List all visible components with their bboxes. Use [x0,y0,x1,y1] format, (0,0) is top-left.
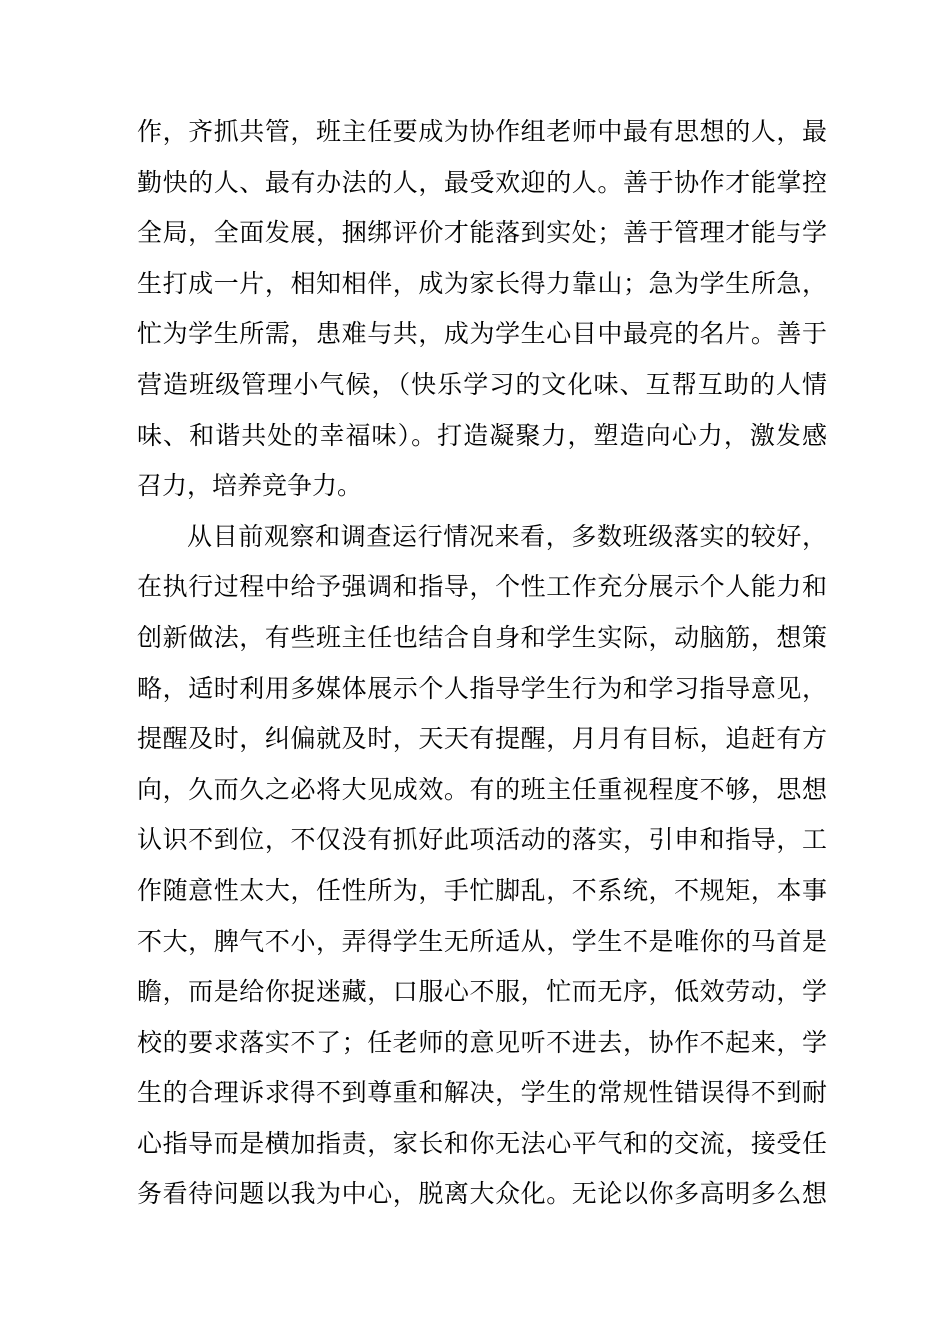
text-line: 向，久而久之必将大见成效。有的班主任重视程度不够，思想 [137,774,827,804]
text-line: 创新做法，有些班主任也结合自身和学生实际，动脑筋，想策 [137,622,827,652]
text-line: 生的合理诉求得不到尊重和解决，学生的常规性错误得不到耐 [137,1078,827,1108]
text-line: 不大，脾气不小，弄得学生无所适从，学生不是唯你的马首是 [137,926,827,956]
text-line: 略，适时利用多媒体展示个人指导学生行为和学习指导意见， [137,673,827,703]
text-line: 提醒及时，纠偏就及时，天天有提醒，月月有目标，追赶有方 [137,724,827,754]
text-line: 生打成一片，相知相伴，成为家长得力靠山；急为学生所急， [137,268,827,298]
text-line: 从目前观察和调查运行情况来看，多数班级落实的较好， [187,521,827,551]
text-line: 心指导而是横加指责，家长和你无法心平气和的交流，接受任 [137,1128,827,1158]
text-line: 认识不到位，不仅没有抓好此项活动的落实，引申和指导，工 [137,825,827,855]
text-line: 在执行过程中给予强调和指导，个性工作充分展示个人能力和 [137,572,827,602]
paragraph-2 [137,512,827,1220]
text-line: 味、和谐共处的幸福味）。打造凝聚力，塑造向心力，激发感 [137,420,827,450]
text-line: 瞻，而是给你捉迷藏，口服心不服，忙而无序，低效劳动，学 [137,977,827,1007]
text-line: 务看待问题以我为中心，脱离大众化。无论以你多高明多么想 [137,1179,827,1209]
text-line: 作随意性太大，任性所为，手忙脚乱，不系统，不规矩，本事 [137,875,827,905]
text-line: 忙为学生所需，患难与共，成为学生心目中最亮的名片。善于 [137,319,827,349]
text-line: 全局，全面发展，捆绑评价才能落到实处；善于管理才能与学 [137,218,827,248]
text-line: 召力，培养竞争力。 [137,471,363,501]
text-line: 校的要求落实不了；任老师的意见听不进去，协作不起来，学 [137,1027,827,1057]
document-body [137,107,827,1220]
text-line: 营造班级管理小气候，（快乐学习的文化味、互帮互助的人情 [137,369,827,399]
text-line: 作，齐抓共管，班主任要成为协作组老师中最有思想的人，最 [137,117,827,146]
paragraph-1 [137,107,827,512]
text-line: 勤快的人、最有办法的人，最受欢迎的人。善于协作才能掌控 [137,167,827,197]
